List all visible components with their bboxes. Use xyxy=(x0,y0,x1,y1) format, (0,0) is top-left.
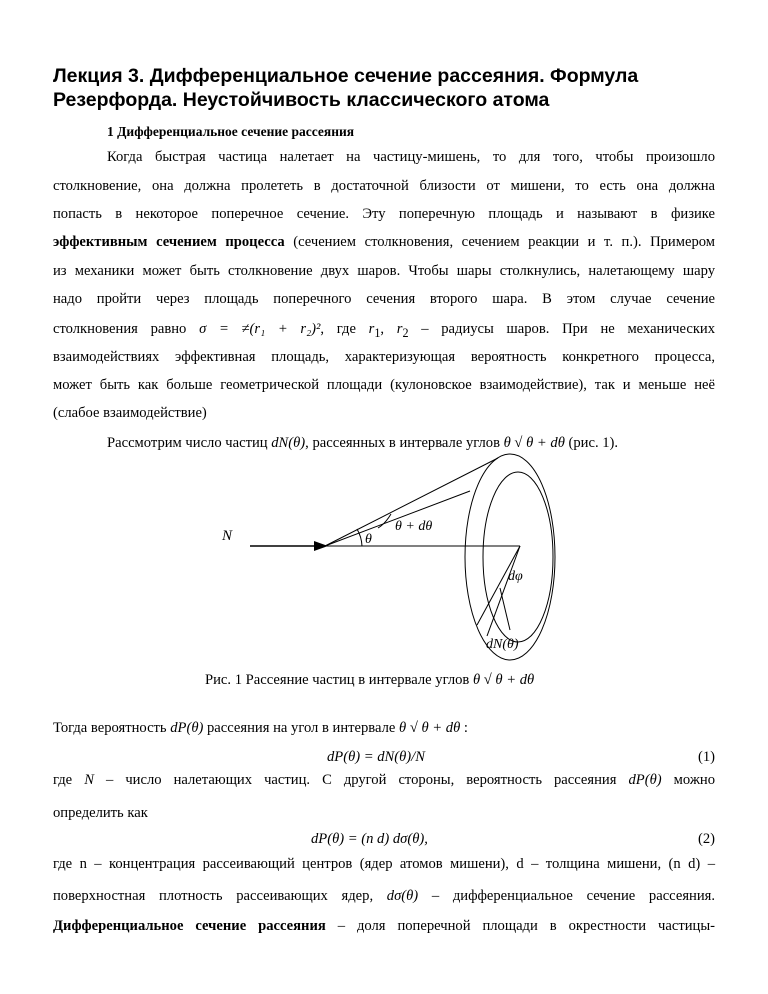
theta-arc xyxy=(357,529,362,546)
inner-ring xyxy=(483,472,553,642)
section-heading: 1 Дифференциальное сечение рассеяния xyxy=(107,124,355,139)
para1-line10: (слабое взаимодействие) xyxy=(53,405,207,421)
label-theta: θ xyxy=(365,532,372,547)
label-dN: dN(θ) xyxy=(486,637,519,652)
figure-caption: Рис. 1 Рассеяние частиц в интервале углов θ √ θ + dθ xyxy=(205,672,535,688)
formula-cross-section: σ = ≠(r₁ + r₂)² xyxy=(199,321,321,337)
incident-arrow-head xyxy=(314,541,328,551)
dN-leader xyxy=(500,588,510,630)
para5-line1: где n – концентрация рассеивающий центров (ядер атомов мишени), d – толщина мишени, (n d) – xyxy=(53,856,715,872)
equation-2-number: (2) xyxy=(697,831,715,847)
para5-line2: поверхностная плотность рассеивающих ядер, dσ(θ) – дифференциальное сечение рассеяния. xyxy=(53,888,716,904)
para1-line1: Когда быстрая частица налетает на частицу-мишень, то для того, чтобы произошло xyxy=(107,149,715,165)
para4-line1: где N – число налетающих частиц. С другой стороны, вероятность рассеяния dP(θ) можно xyxy=(53,772,716,788)
para2: Рассмотрим число частиц dN(θ), рассеянных в интервале углов θ √ θ + dθ (рис. 1). xyxy=(107,435,619,451)
dphi-line-2 xyxy=(487,546,520,636)
equation-1: dP(θ) = dN(θ)/N xyxy=(327,749,425,765)
title-line-1: Лекция 3. Дифференциальное сечение рассеяния. Формула xyxy=(53,65,639,87)
para1-line8: взаимодействиях эффективная площадь, характеризующая вероятность конкретного процесса, xyxy=(53,349,715,365)
para5-line3: Дифференциальное сечение рассеяния – доля поперечной площади в окрестности частицы- xyxy=(53,918,716,934)
label-dphi: dφ xyxy=(508,569,523,584)
para1-line5: из механики может быть столкновение двух шаров. Чтобы шары столкнулись, налетающему шару xyxy=(53,263,715,279)
term-effective-cross-section: эффективным сечением процесса xyxy=(53,234,285,250)
para1-line4: эффективным сечением процесса (сечением столкновения, сечением реакции и т. п.). Примером xyxy=(53,234,715,250)
formula-dP: dP(θ) xyxy=(170,720,204,736)
para1-line3: попасть в некоторое поперечное сечение. Эту поперечную площадь и называют в физике xyxy=(53,206,715,222)
formula-angle-range: θ √ θ + dθ xyxy=(503,435,565,451)
para1-line9: может быть как больше геометрической площади (кулоновское взаимодействие), так и меньше неё xyxy=(53,377,715,393)
title-line-2: Резерфорда. Неустойчивость классического атома xyxy=(53,89,550,111)
label-N: N xyxy=(222,528,233,544)
label-theta-dtheta: θ + dθ xyxy=(395,519,433,534)
equation-2: dP(θ) = (n d) dσ(θ), xyxy=(311,831,428,847)
para1-line7: столкновения равно σ = ≠(r₁ + r₂)², где $r_1$, $r_2$ – радиусы шаров. При не механических xyxy=(53,321,716,340)
formula-dN: dN(θ) xyxy=(271,435,306,451)
para4-line2: определить как xyxy=(53,805,148,821)
para1-line6: надо пройти через площадь поперечного сечения второго шара. В этом случае сечение xyxy=(53,291,715,307)
term-differential-cross-section: Дифференциальное сечение рассеяния xyxy=(53,918,326,934)
para3: Тогда вероятность dP(θ) рассеяния на угол в интервале θ √ θ + dθ : xyxy=(53,720,468,736)
equation-1-number: (1) xyxy=(697,749,715,765)
para1-line2: столкновение, она должна пролететь в достаточной близости от мишени, то есть она должна xyxy=(53,178,715,194)
